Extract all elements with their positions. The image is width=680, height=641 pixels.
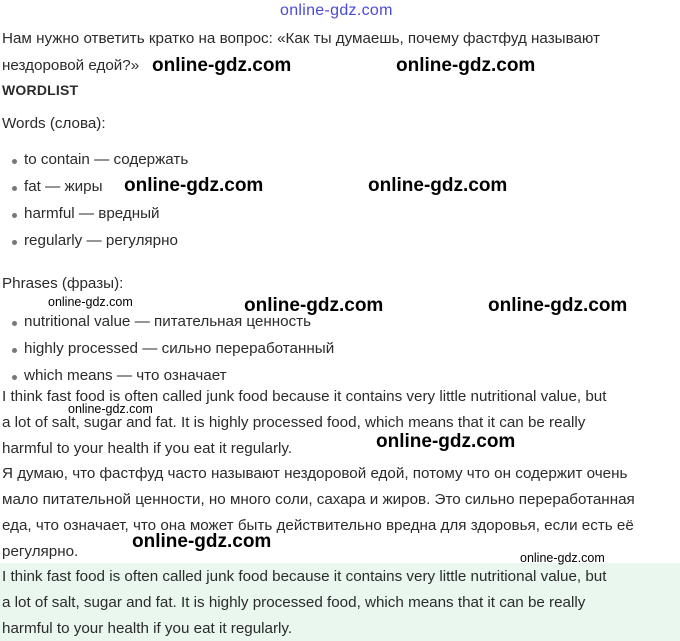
- answer-en-line-1: I think fast food is often called junk food because it contains very little nutritional value, but: [2, 388, 607, 405]
- watermark: online-gdz.com: [68, 402, 153, 416]
- question-line-1: Нам нужно ответить кратко на вопрос: «Как ты думаешь, почему фастфуд называют: [2, 30, 600, 47]
- watermark: online-gdz.com: [132, 531, 272, 552]
- answer-en-line-2: a lot of salt, sugar and fat. It is highly processed food, which means that it can be really: [2, 414, 586, 431]
- watermark-top: online-gdz.com: [280, 2, 393, 19]
- bullet-icon: [12, 213, 17, 218]
- highlight-line-3: harmful to your health if you eat it regularly.: [2, 620, 293, 637]
- list-item: nutritional value — питательная ценность: [24, 313, 312, 330]
- list-item: regularly — регулярно: [24, 232, 178, 249]
- list-item: to contain — содержать: [24, 151, 189, 168]
- watermark: online-gdz.com: [396, 55, 536, 76]
- answer-ru-line-2: мало питательной ценности, но много соли, сахара и жиров. Это сильно переработанная: [2, 491, 635, 508]
- highlight-line-2: a lot of salt, sugar and fat. It is highly processed food, which means that it can be really: [2, 594, 586, 611]
- watermark: online-gdz.com: [152, 55, 292, 76]
- answer-ru-line-4: регулярно.: [2, 543, 79, 560]
- answer-ru-line-3: еда, что означает, что она может быть действительно вредна для здоровья, если есть её: [2, 517, 634, 534]
- highlight-line-1: I think fast food is often called junk food because it contains very little nutritional value, but: [2, 568, 607, 585]
- bullet-icon: [12, 186, 17, 191]
- bullet-icon: [12, 159, 17, 164]
- wordlist-heading: WORDLIST: [2, 82, 79, 98]
- list-item: harmful — вредный: [24, 205, 160, 222]
- words-label: Words (слова):: [2, 115, 106, 132]
- list-item: which means — что означает: [24, 367, 227, 384]
- watermark: online-gdz.com: [124, 175, 264, 196]
- answer-en-line-3: harmful to your health if you eat it regularly.: [2, 440, 293, 457]
- watermark: online-gdz.com: [368, 175, 508, 196]
- watermark: online-gdz.com: [520, 551, 605, 565]
- phrases-label: Phrases (фразы):: [2, 275, 124, 292]
- bullet-icon: [12, 375, 17, 380]
- watermark: online-gdz.com: [244, 295, 384, 316]
- bullet-icon: [12, 321, 17, 326]
- watermark: online-gdz.com: [48, 295, 133, 309]
- bullet-icon: [12, 240, 17, 245]
- question-line-2: нездоровой едой?»: [2, 57, 140, 74]
- list-item: highly processed — сильно переработанный: [24, 340, 335, 357]
- watermark: online-gdz.com: [376, 431, 516, 452]
- answer-ru-line-1: Я думаю, что фастфуд часто называют нездоровой едой, потому что он содержит очень: [2, 465, 628, 482]
- bullet-icon: [12, 348, 17, 353]
- watermark: online-gdz.com: [488, 295, 628, 316]
- list-item: fat — жиры: [24, 178, 103, 195]
